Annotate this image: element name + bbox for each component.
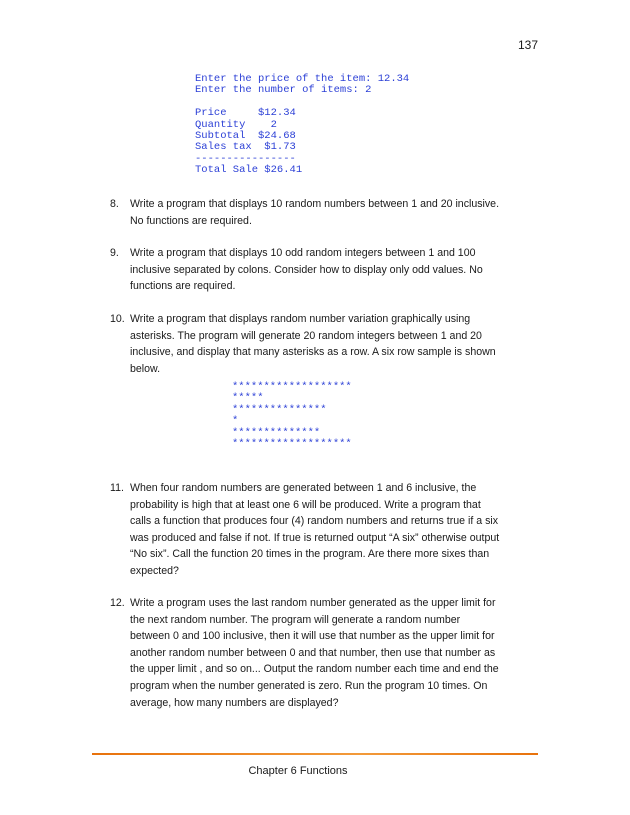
exercise-text: Write a program that displays 10 random numbers between 1 and 20 inclusive. No functions are required. [130,198,500,227]
exercise-11 [110,480,500,580]
footer-chapter-title: Chapter 6 Functions [248,765,348,777]
exercise-10 [110,311,500,377]
exercise-9 [110,245,500,295]
exercise-number: 11. [110,482,124,494]
code-sample-asterisks: ******************* ***** *************** * ************** ******************* [232,381,352,451]
page-number: 137 [517,38,538,52]
exercise-text: When four random numbers are generated between 1 and 6 inclusive, the probability is high that at least one 6 will be produced. Write a program that calls a function that produces four (4) random numbers and returns true if a six was produced and false if not. If true is returned output “A six” otherwise output “No six”. Call the function 20 times in the program. Are there more sixes than expected? [130,482,500,577]
exercise-12 [110,595,500,711]
exercise-text: Write a program that displays 10 odd random integers between 1 and 100 inclusive separated by colons. Consider how to display only odd values. No functions are required. [130,247,483,293]
exercise-8 [110,196,500,229]
exercise-number: 12. [110,597,125,609]
exercise-number: 8. [110,198,119,210]
exercise-text: Write a program uses the last random number generated as the upper limit for the next random number. The program will generate a random number between 0 and 100 inclusive, then it will use that number as the upper limit for another random number between 0 and that number, then use that number as the upper limit , and so on... Output the random number each time and end the program when the number generated is zero. Run the program 10 times. On average, how many numbers are displayed? [130,597,499,709]
exercise-number: 10. [110,313,125,325]
code-sample-sales: Enter the price of the item: 12.34 Enter the number of items: 2 Price $12.34 Quantity 2 Subtotal $24.68 Sales tax $1.73 ---------------- Total Sale $26.41 [195,73,410,177]
exercise-number: 9. [110,247,119,259]
footer-divider [92,753,538,755]
exercise-text: Write a program that displays random number variation graphically using asterisks. The program will generate 20 random integers between 1 and 20 inclusive, and display that many asterisks as a row. A six row sample is shown below. [130,313,496,375]
